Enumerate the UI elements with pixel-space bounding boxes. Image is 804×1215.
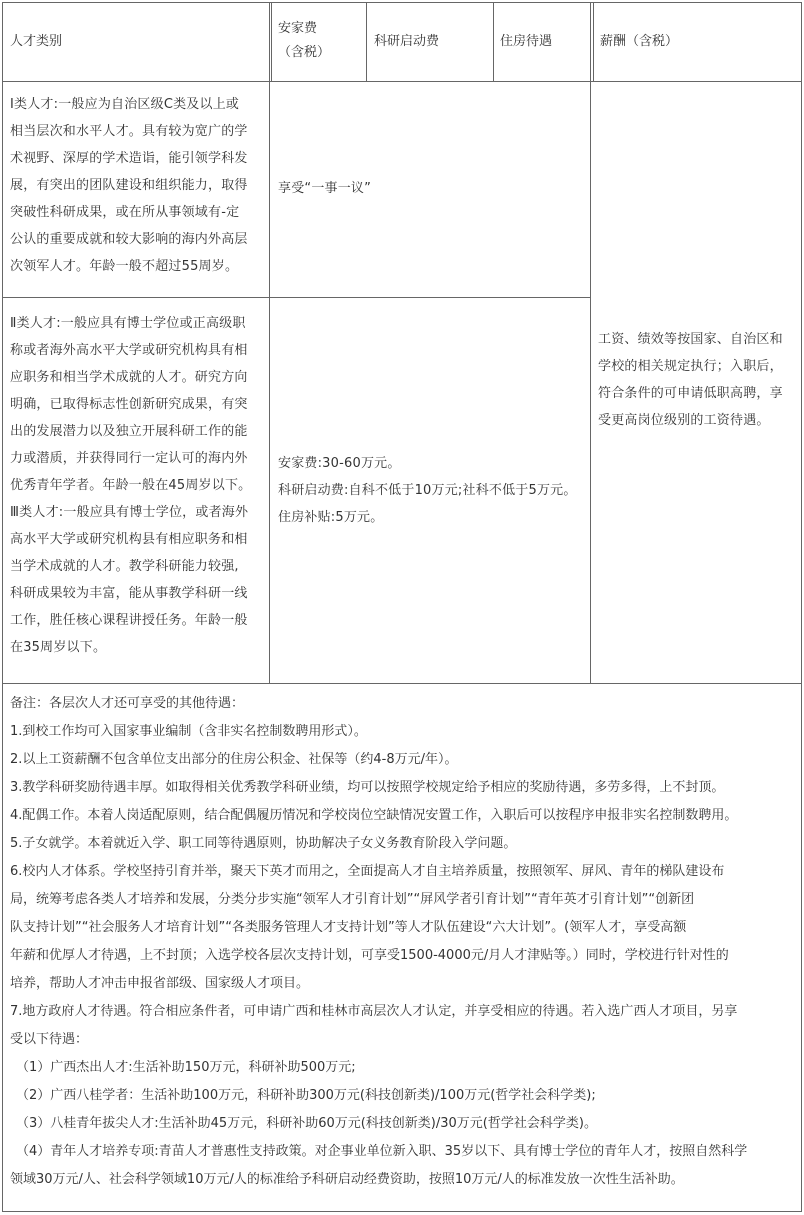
text-line: 在35周岁以下。 — [10, 640, 107, 655]
header-housing: 住房待遇 — [500, 34, 553, 49]
class-1-benefit: 享受“一事一议” — [278, 181, 372, 196]
header-col-divider — [269, 2, 270, 82]
body-col-divider — [590, 81, 591, 683]
text-line: Ⅲ类人才:一般应具有博士学位，或者海外 — [10, 505, 249, 520]
remarks-line: 2.以上工资薪酬不包含单位支出部分的住房公积金、社保等（约4-8万元/年）。 — [10, 752, 458, 767]
remarks-section — [10, 690, 795, 1194]
header-col-divider — [593, 2, 594, 82]
table-border-left — [2, 2, 3, 1212]
header-settlement-fee — [278, 17, 364, 65]
remarks-line: 6.校内人才体系。学校坚持引育并举，聚天下英才而用之，全面提高人才自主培养质量，按照领军、屏风、青年的梯队建设布 — [10, 864, 725, 879]
text-line: 突破性科研成果，或在所从事领域有-定 — [10, 205, 240, 220]
header-settlement-fee-label: 安家费 — [278, 21, 318, 36]
row-divider — [2, 297, 591, 298]
class-2-3-description — [10, 310, 251, 661]
class-2-3-benefit — [278, 450, 577, 531]
text-line: 术视野、深厚的学术造诣，能引领学科发 — [10, 151, 248, 166]
text-line: 受更高岗位级别的工资待遇。 — [598, 413, 770, 428]
text-line: 住房补贴:5万元。 — [278, 510, 384, 525]
header-category: 人才类别 — [10, 34, 63, 49]
text-line: 力或潜质，并获得同行一定认可的海内外 — [10, 451, 248, 466]
text-line: 科研启动费:自科不低于10万元;社科不低于5万元。 — [278, 483, 577, 498]
header-divider — [2, 81, 801, 82]
remarks-line: 7.地方政府人才待遇。符合相应条件者，可申请广西和桂林市高层次人才认定，并享受相应的待遇。若入选广西人才项目，另享 — [10, 1004, 738, 1019]
text-line: 学校的相关规定执行；入职后， — [598, 359, 783, 374]
text-line: 明确，已取得标志性创新研究成果，有突 — [10, 397, 248, 412]
table-border-top — [2, 2, 801, 3]
remarks-line: 4.配偶工作。本着人岗适配原则，结合配偶履历情况和学校岗位空缺情况安置工作，入职后可以按程序申报非实名控制数聘用。 — [10, 808, 738, 823]
text-line: 称或者海外高水平大学或研究机构具有相 — [10, 343, 248, 358]
body-col-divider — [269, 81, 270, 683]
text-line: 工资、绩效等按国家、自治区和 — [598, 332, 783, 347]
remarks-line: （1）广西杰出人才:生活补助150万元，科研补助500万元; — [16, 1060, 356, 1075]
remarks-line: 局，统筹考虑各类人才培养和发展，分类分步实施“领军人才引育计划”“屏风学者引育计划”“青年英才引育计划”“创新团 — [10, 892, 695, 907]
header-col-divider — [493, 2, 494, 82]
remarks-line: 队支持计划”“社会服务人才培育计划”“各类服务管理人才支持计划”等人才队伍建设“六大计划”。(领军人才，享受高额 — [10, 920, 687, 935]
salary-description — [598, 326, 783, 434]
text-line: 展，有突出的团队建设和组织能力，取得 — [10, 178, 248, 193]
text-line: 优秀青年学者。年龄一般在45周岁以下。 — [10, 478, 252, 493]
remarks-line: 培养，帮助人才冲击申报省部级、国家级人才项目。 — [10, 976, 310, 991]
header-salary: 薪酬（含税） — [600, 34, 679, 49]
text-line: 工作，胜任核心课程讲授任务。年龄一般 — [10, 613, 248, 628]
remarks-line: 1.到校工作均可入国家事业编制（含非实名控制数聘用形式）。 — [10, 724, 367, 739]
header-research-startup: 科研启动费 — [374, 34, 440, 49]
text-line: 安家费:30-60万元。 — [278, 456, 401, 471]
remarks-line: （3）八桂青年拔尖人才:生活补助45万元，科研补助60万元(科技创新类)/30万元(哲学社会科学类)。 — [16, 1116, 597, 1131]
table-border-bottom — [2, 1211, 801, 1212]
text-line: 高水平大学或研究机构县有相应职务和相 — [10, 532, 248, 547]
text-line: 应职务和相当学术成就的人才。研究方向 — [10, 370, 248, 385]
text-line: 当学术成就的人才。教学科研能力较强, — [10, 559, 239, 574]
header-settlement-fee-tax: （含税） — [278, 45, 331, 60]
remarks-line: 3.教学科研奖励待遇丰厚。如取得相关优秀教学科研业绩，均可以按照学校规定给予相应的奖励待遇，多劳多得，上不封顶。 — [10, 780, 725, 795]
text-line: 公认的重要成就和较大影响的海内外高层 — [10, 232, 248, 247]
header-col-divider — [590, 2, 591, 82]
remarks-title: 备注：各层次人才还可享受的其他待遇： — [10, 696, 245, 711]
text-line: 符合条件的可申请低职高聘，享 — [598, 386, 783, 401]
class-1-description — [10, 91, 248, 280]
header-col-divider — [271, 2, 272, 82]
remarks-line: 年薪和优厚人才待遇，上不封顶；入选学校各层次支持计划，可享受1500-4000元/月人才津贴等。）同时，学校进行针对性的 — [10, 948, 729, 963]
text-line: 相当层次和水平人才。具有较为宽广的学 — [10, 124, 248, 139]
text-line: 出的发展潜力以及独立开展科研工作的能 — [10, 424, 248, 439]
remarks-divider — [2, 683, 801, 684]
text-line: 科研成果较为丰富，能从事教学科研一线 — [10, 586, 248, 601]
remarks-line: （2）广西八桂学者：生活补助100万元，科研补助300万元(科技创新类)/100万元(哲学社会科学类); — [16, 1088, 596, 1103]
text-line: Ⅰ类人才:一般应为自治区级C类及以上或 — [10, 97, 240, 112]
remarks-line: （4）青年人才培养专项:青苗人才普惠性支持政策。对企事业单位新入职、35岁以下、具有博士学位的青年人才，按照自然科学 — [16, 1144, 748, 1159]
remarks-line: 领域30万元/人、社会科学领域10万元/人的标准给予科研启动经费资助，按照10万元/人的标准发放一次性生活补助。 — [10, 1172, 684, 1187]
header-col-divider — [366, 2, 367, 82]
text-line: 次领军人才。年龄一般不超过55周岁。 — [10, 259, 239, 274]
remarks-line: 受以下待遇： — [10, 1032, 89, 1047]
table-border-right — [801, 2, 802, 1212]
remarks-line: 5.子女就学。本着就近入学、职工同等待遇原则，协助解决子女义务教育阶段入学问题。 — [10, 836, 517, 851]
text-line: Ⅱ类人才:一般应具有博士学位或正高级职 — [10, 316, 246, 331]
